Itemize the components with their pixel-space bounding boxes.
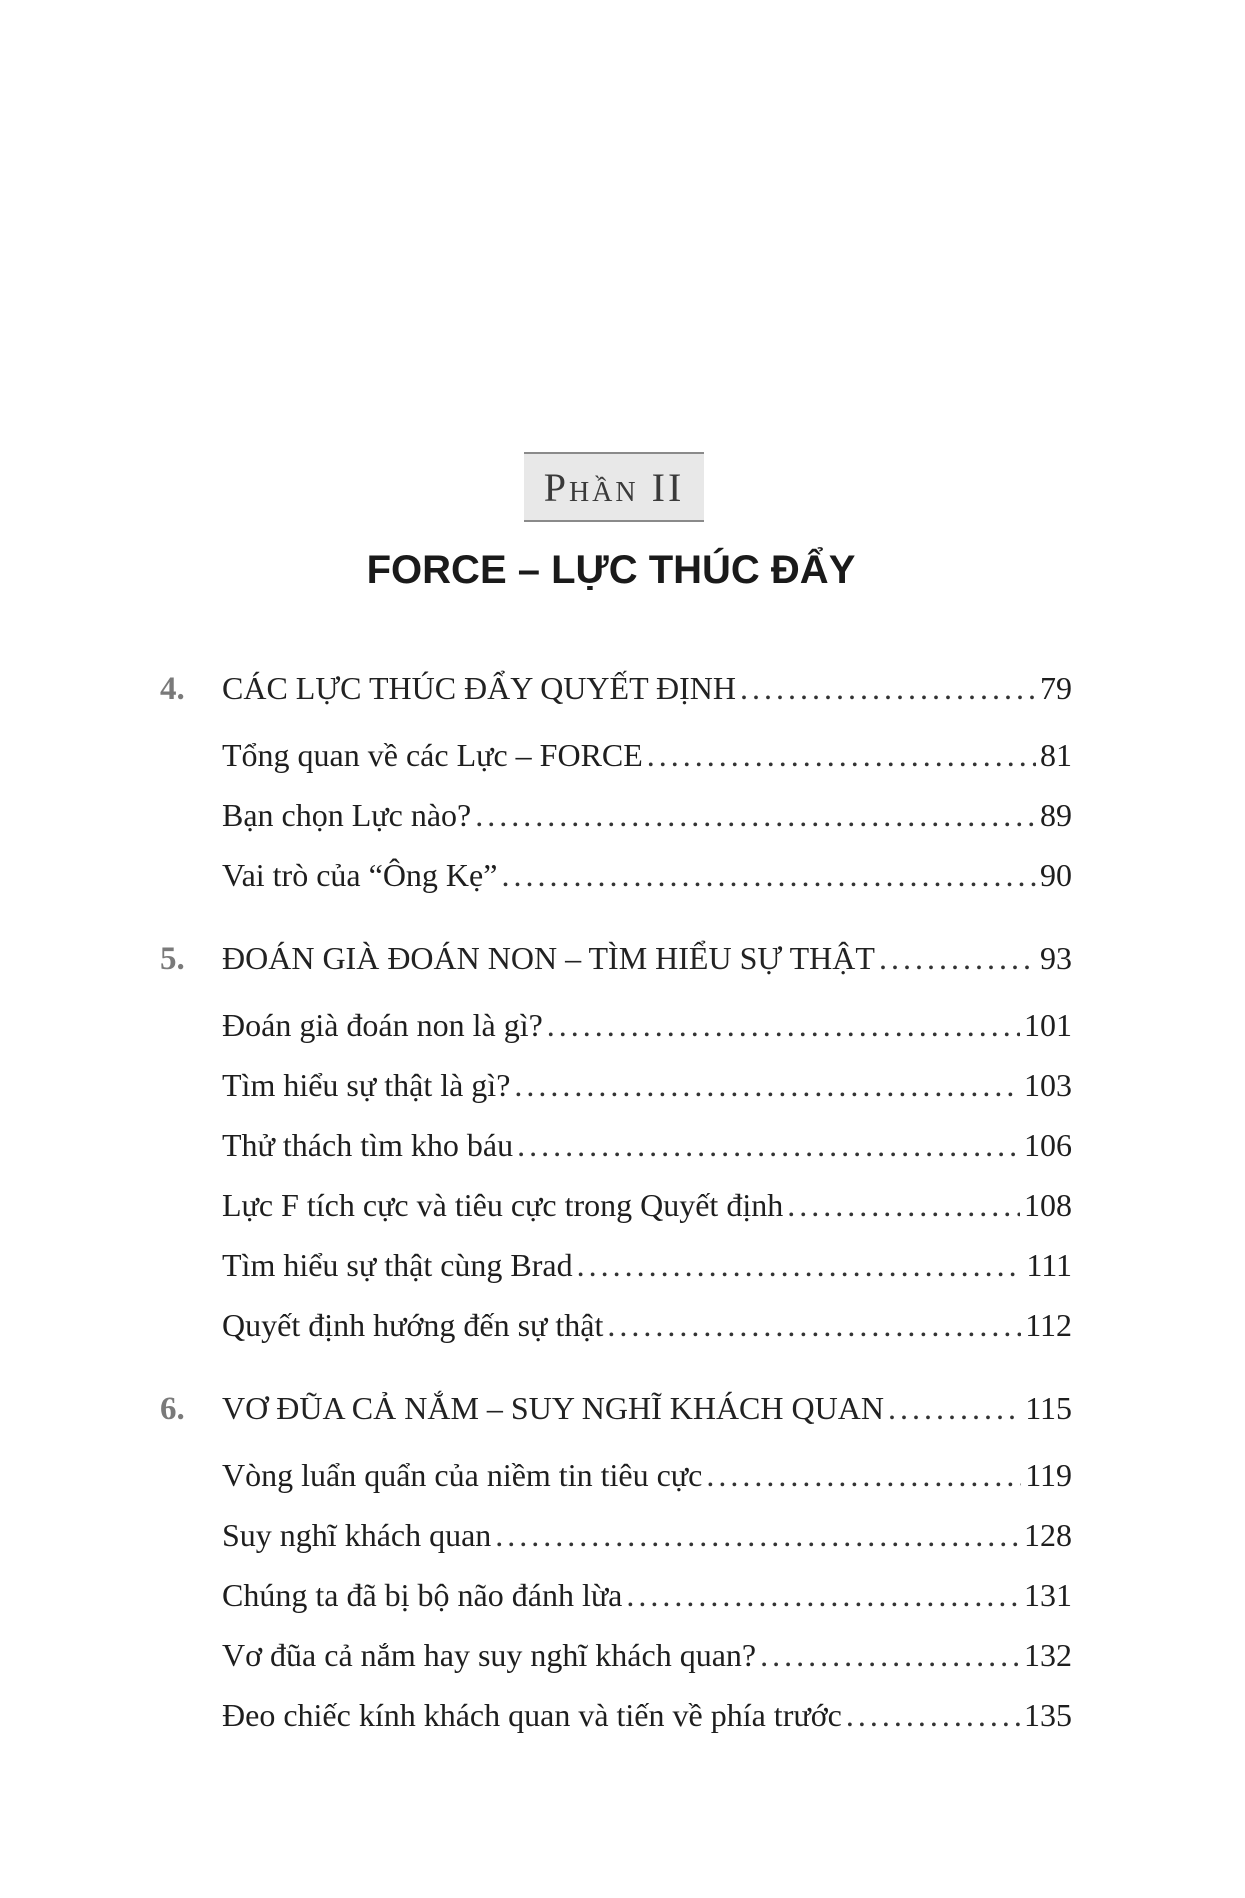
dot-leader — [501, 855, 1036, 895]
section-title: Đeo chiếc kính khách quan và tiến về phía trước — [222, 1697, 842, 1733]
page-number: 132 — [1024, 1637, 1072, 1673]
chapter-title: ĐOÁN GIÀ ĐOÁN NON – TÌM HIỂU SỰ THẬT — [222, 940, 875, 976]
page-number: 119 — [1025, 1457, 1072, 1493]
toc-section[interactable] — [222, 735, 1072, 775]
dot-leader — [888, 1388, 1021, 1428]
page-number: 128 — [1024, 1517, 1072, 1553]
dot-leader — [517, 1125, 1020, 1165]
chapter-title: VƠ ĐŨA CẢ NẮM – SUY NGHĨ KHÁCH QUAN — [222, 1390, 884, 1426]
page-number: 81 — [1040, 737, 1072, 773]
page-number: 89 — [1040, 797, 1072, 833]
toc-chapter-6[interactable] — [160, 1388, 1072, 1429]
toc-section[interactable] — [222, 1635, 1072, 1675]
dot-leader — [879, 938, 1036, 978]
dot-leader — [514, 1065, 1020, 1105]
dot-leader — [760, 1635, 1020, 1675]
toc-section[interactable] — [222, 855, 1072, 895]
dot-leader — [647, 735, 1036, 775]
page-number: 101 — [1024, 1007, 1072, 1043]
page-number: 90 — [1040, 857, 1072, 893]
section-title: Lực F tích cực và tiêu cực trong Quyết định — [222, 1187, 784, 1223]
page-number: 93 — [1040, 940, 1072, 976]
toc-chapter-4[interactable] — [160, 668, 1072, 709]
part-label: Phần II — [543, 464, 685, 510]
page-number: 111 — [1026, 1247, 1072, 1283]
toc-section[interactable] — [222, 1455, 1072, 1495]
dot-leader — [740, 668, 1036, 708]
toc-section[interactable] — [222, 1305, 1072, 1345]
section-title: Đoán già đoán non là gì? — [222, 1007, 543, 1043]
page-number: 131 — [1024, 1577, 1072, 1613]
page-number: 135 — [1024, 1697, 1072, 1733]
dot-leader — [706, 1455, 1021, 1495]
toc-section[interactable] — [222, 1065, 1072, 1105]
page-number: 112 — [1025, 1307, 1072, 1343]
toc-section[interactable] — [222, 1125, 1072, 1165]
section-title: Quyết định hướng đến sự thật — [222, 1307, 604, 1343]
toc-chapter-5[interactable] — [160, 938, 1072, 979]
section-title: Tìm hiểu sự thật cùng Brad — [222, 1247, 573, 1283]
toc-section[interactable] — [222, 1245, 1072, 1285]
dot-leader — [626, 1575, 1020, 1615]
toc-section[interactable] — [222, 1695, 1072, 1735]
page-number: 106 — [1024, 1127, 1072, 1163]
section-title: Chúng ta đã bị bộ não đánh lừa — [222, 1577, 623, 1613]
chapter-title: CÁC LỰC THÚC ĐẨY QUYẾT ĐỊNH — [222, 670, 737, 706]
dot-leader — [577, 1245, 1023, 1285]
section-title: Vai trò của “Ông Kẹ” — [222, 857, 498, 893]
page-number: 108 — [1024, 1187, 1072, 1223]
toc-section[interactable] — [222, 795, 1072, 835]
dot-leader — [475, 795, 1036, 835]
toc-section[interactable] — [222, 1575, 1072, 1615]
page-number: 115 — [1025, 1390, 1072, 1426]
toc-section[interactable] — [222, 1005, 1072, 1045]
section-title: Thử thách tìm kho báu — [222, 1127, 514, 1163]
toc-section[interactable] — [222, 1185, 1072, 1225]
part-title: FORCE – LỰC THÚC ĐẨY — [366, 548, 856, 592]
section-title: Tìm hiểu sự thật là gì? — [222, 1067, 511, 1103]
section-title: Tổng quan về các Lực – FORCE — [222, 737, 643, 773]
section-title: Bạn chọn Lực nào? — [222, 797, 472, 833]
page-number: 79 — [1040, 670, 1072, 706]
dot-leader — [495, 1515, 1020, 1555]
chapter-number: 5. — [160, 941, 185, 977]
dot-leader — [607, 1305, 1021, 1345]
dot-leader — [547, 1005, 1020, 1045]
chapter-number: 6. — [160, 1391, 185, 1427]
section-title: Vòng luẩn quẩn của niềm tin tiêu cực — [222, 1457, 703, 1493]
dot-leader — [846, 1695, 1020, 1735]
section-title: Vơ đũa cả nắm hay suy nghĩ khách quan? — [222, 1637, 757, 1673]
section-title: Suy nghĩ khách quan — [222, 1517, 492, 1553]
dot-leader — [787, 1185, 1020, 1225]
toc-section[interactable] — [222, 1515, 1072, 1555]
chapter-number: 4. — [160, 671, 185, 707]
page-number: 103 — [1024, 1067, 1072, 1103]
